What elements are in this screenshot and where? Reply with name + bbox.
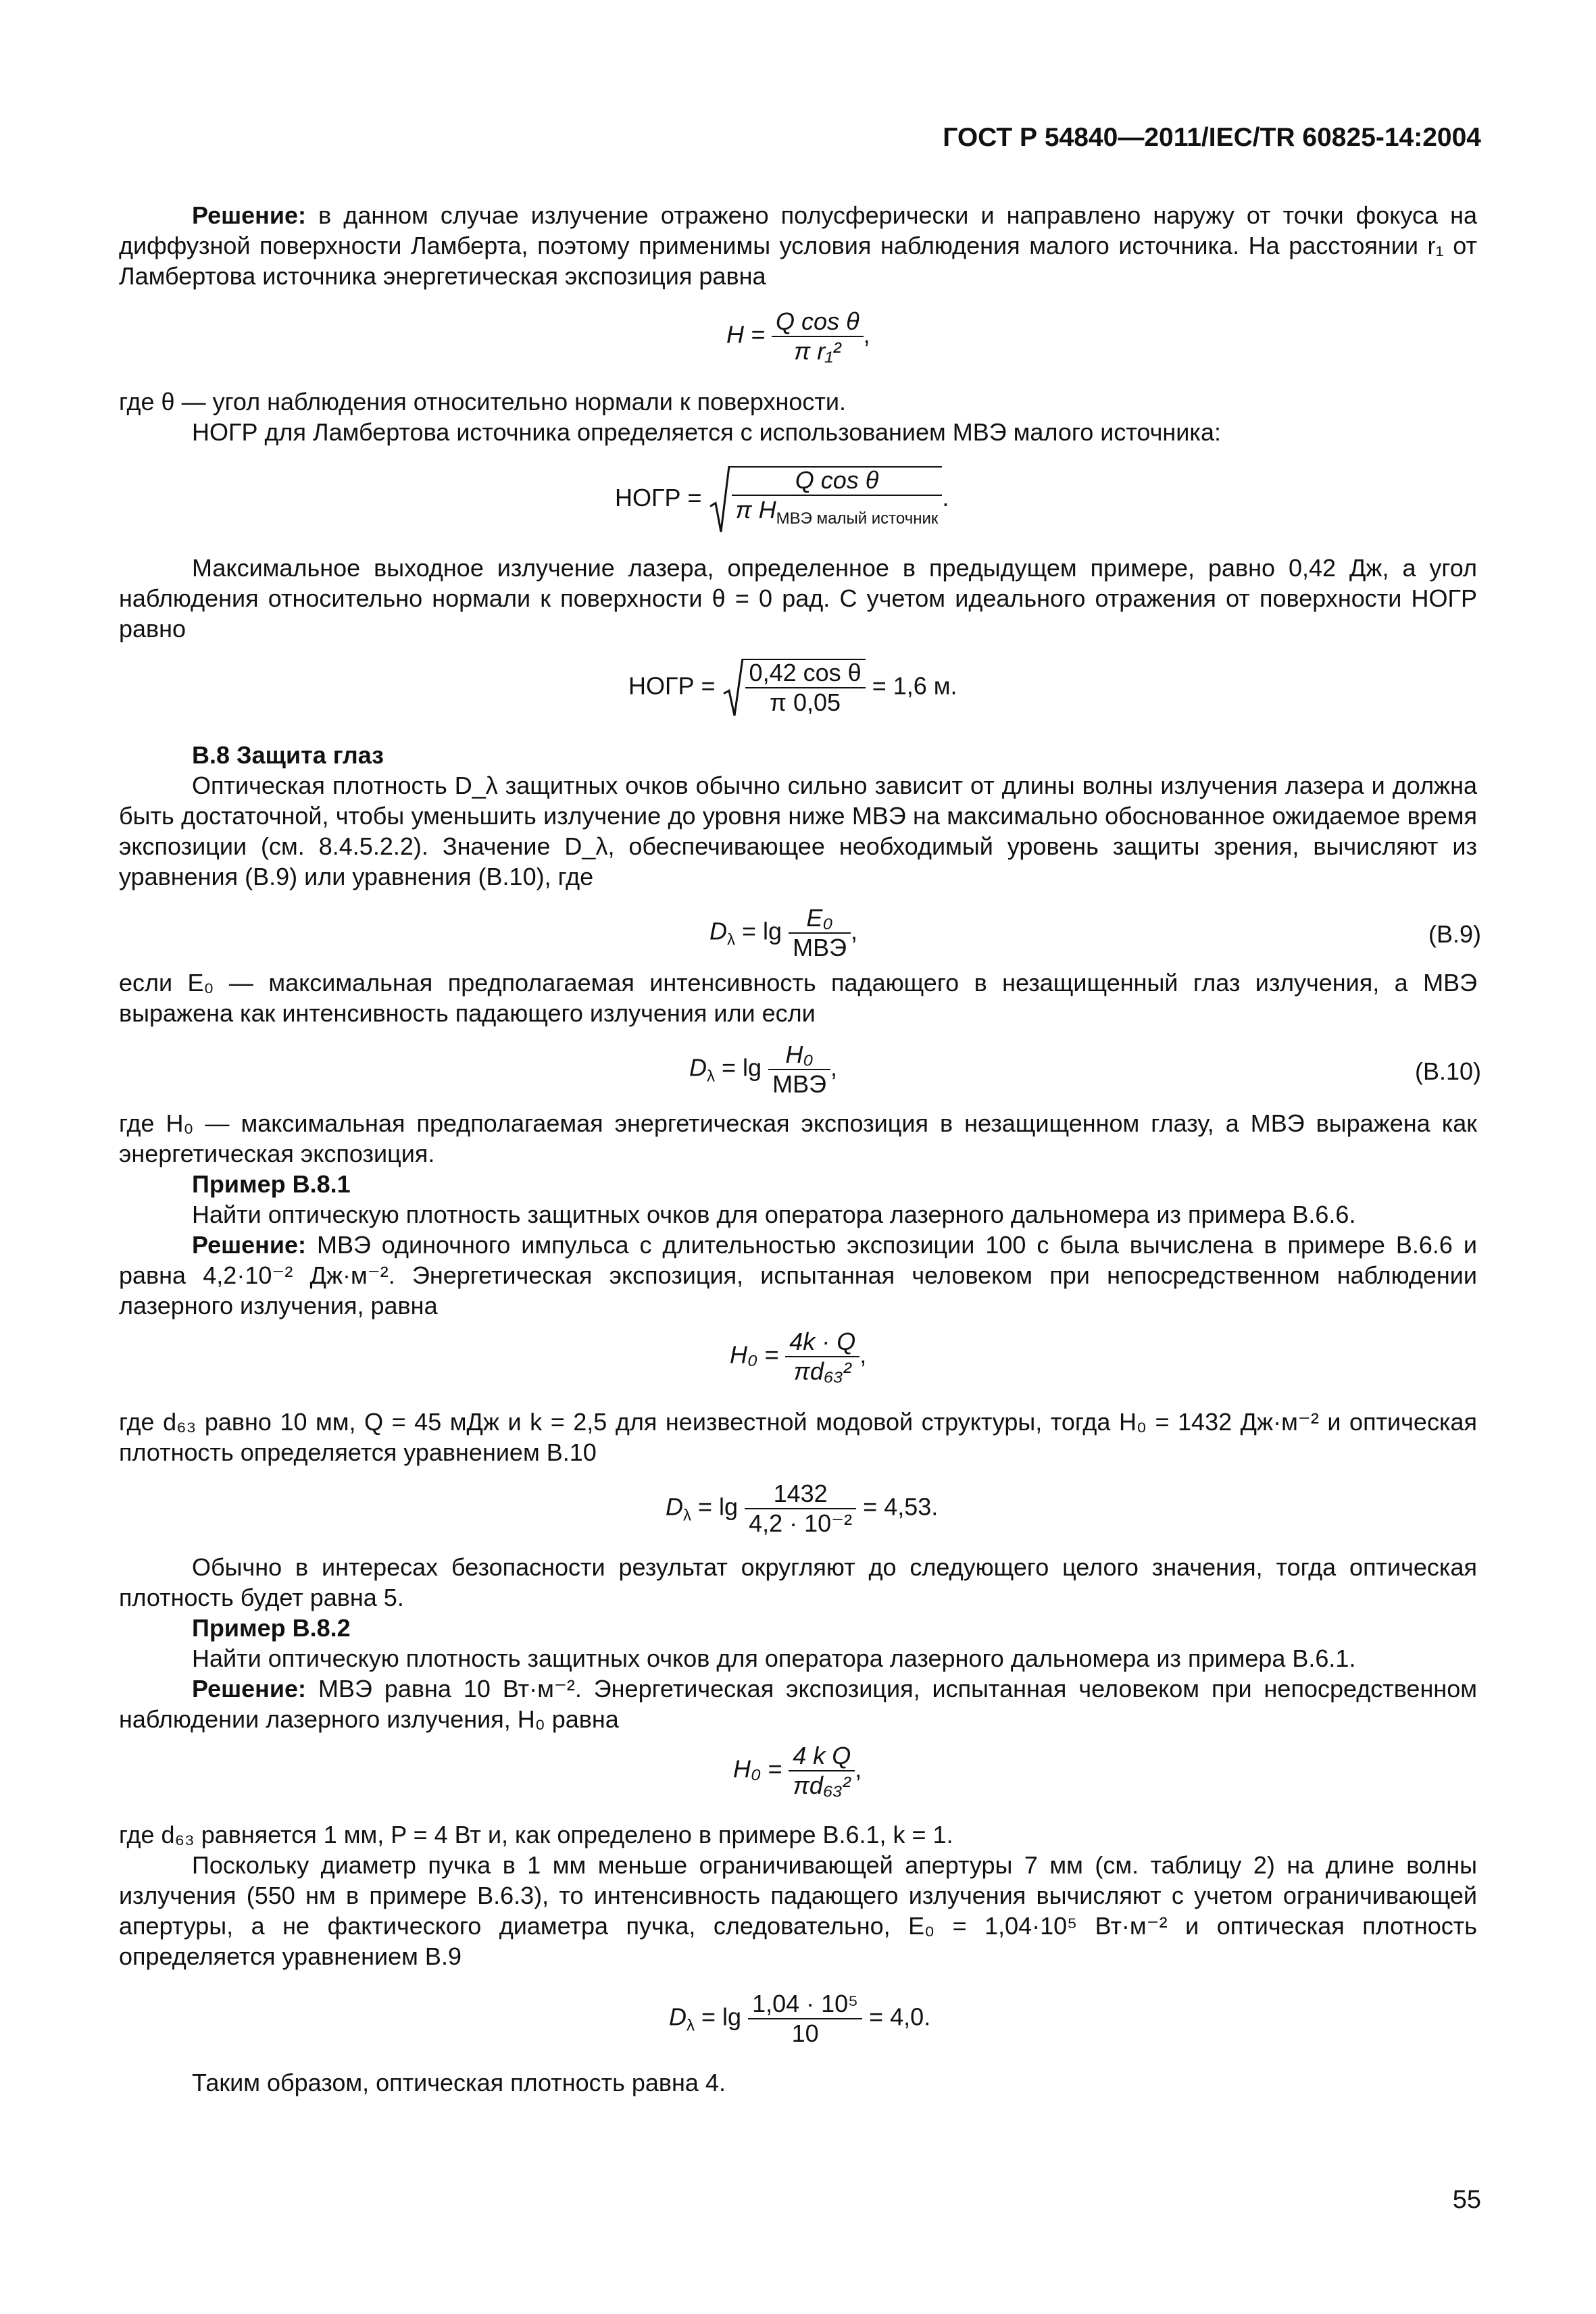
formula-h0-b82: [733, 1742, 862, 1800]
text-paragraph: Найти оптическую плотность защитных очков для оператора лазерного дальномера из примера В.6.1.: [192, 1644, 1356, 1672]
solution-label: Решение:: [192, 1231, 307, 1259]
sqrt-sign: [722, 659, 866, 717]
lhs-subscript: λ: [727, 930, 735, 949]
formula-lhs: D: [666, 1492, 683, 1521]
formula-fraction: [745, 1480, 856, 1538]
formula-numerator: H₀: [768, 1040, 830, 1070]
text-paragraph: если E₀ — максимальная предполагаемая интенсивность падающего в незащищенный глаз излучения, а МВЭ выражена как интенсивность падающего излучения или если: [119, 969, 1477, 1027]
formula-fraction: [789, 904, 851, 962]
radical-icon: [722, 659, 744, 717]
formula-operator: = lg: [701, 2003, 742, 2031]
formula-fraction: [748, 1990, 862, 2048]
formula-numerator: 1,04 · 10⁵: [748, 1990, 862, 2019]
formula-denominator: МВЭ: [772, 1070, 826, 1098]
formula-b9: [709, 904, 857, 962]
formula-result: = 4,53.: [863, 1492, 939, 1521]
formula-od-b81: [666, 1480, 938, 1538]
document-header: ГОСТ Р 54840—2011/IEC/TR 60825-14:2004: [943, 123, 1481, 152]
section-title: В.8 Защита глаз: [192, 741, 384, 769]
page-number: 55: [1452, 2186, 1481, 2214]
formula-tail: ,: [850, 917, 857, 945]
paragraph-solution-intro: [119, 200, 1477, 291]
formula-denominator: 4,2 · 10⁻²: [749, 1509, 853, 1537]
paragraph-conclusion: [119, 2067, 1477, 2098]
lhs-subscript: λ: [707, 1067, 715, 1086]
sqrt-sign: [709, 466, 943, 533]
text-paragraph: Оптическая плотность D_λ защитных очков обычно сильно зависит от длины волны излучения лазера и должна быть достаточной, чтобы уменьшить излучение до уровня ниже МВЭ на максимально обоснованное ожидаемое время экспозиции (см. 8.4.5.2.2). Значение D_λ, обеспечивающее необходимый уровень защиты зрения, вычисляют из уравнения (В.9) или уравнения (В.10), где: [119, 772, 1477, 890]
text-paragraph: Обычно в интересах безопасности результат округляют до следующего целого значения, тогда оптическая плотность будет равна 5.: [119, 1553, 1477, 1611]
paragraph-beam-diameter: [119, 1819, 1477, 1971]
formula-tail: ,: [830, 1053, 837, 1082]
formula-denominator: π r₁²: [794, 337, 841, 365]
formula-fraction: [789, 1742, 855, 1800]
example-b81: [119, 1108, 1477, 1321]
formula-numerator: 1432: [745, 1480, 856, 1509]
formula-operator: = lg: [722, 1053, 762, 1082]
formula-numerator: Q cos θ: [772, 307, 864, 337]
den-subscript: МВЭ малый источник: [776, 509, 939, 528]
formula-numerator: 0,42 cos θ: [745, 659, 866, 688]
text-paragraph: Таким образом, оптическая плотность равна 4.: [192, 2069, 726, 2096]
formula-b10: [689, 1040, 837, 1099]
formula-numerator: 4k · Q: [785, 1328, 859, 1357]
formula-lhs: H =: [726, 320, 766, 349]
formula-result: = 4,0.: [869, 2003, 931, 2031]
formula-lhs: D: [709, 917, 727, 945]
solution-label: Решение:: [192, 1675, 307, 1703]
den-main: π H: [735, 496, 776, 524]
section-eye-protection: [119, 740, 1477, 892]
formula-numerator: Q cos θ: [732, 466, 943, 496]
formula-fraction: [768, 1040, 830, 1099]
formula-denominator: πd₆₃²: [793, 1357, 851, 1385]
example-title: Пример В.8.1: [192, 1170, 351, 1198]
formula-tail: ,: [855, 1755, 862, 1783]
example-title: Пример В.8.2: [192, 1614, 351, 1642]
example-b82: [119, 1552, 1477, 1734]
formula-operator: = lg: [698, 1492, 739, 1521]
formula-tail: .: [942, 484, 949, 512]
formula-denominator: 10: [791, 2019, 819, 2047]
formula-lhs: H₀ =: [730, 1340, 779, 1369]
formula-tail: ,: [863, 320, 870, 349]
solution-label: Решение:: [192, 201, 307, 229]
formula-lhs: D: [689, 1053, 707, 1082]
formula-h0-b81: [730, 1328, 866, 1386]
formula-fraction: [785, 1328, 859, 1386]
formula-fraction: [745, 659, 866, 717]
equation-number: (В.9): [1428, 920, 1481, 948]
text-paragraph: где H₀ — максимальная предполагаемая энергетическая экспозиция в незащищенном глазу, а МВЭ выражена как энергетическая экспозиция.: [119, 1109, 1477, 1167]
solution-text: в данном случае излучение отражено полусферически и направлено наружу от точки фокуса на диффузной поверхности Ламберта, поэтому применимы условия наблюдения малого источника. На расстоянии r₁ от Ламбертова источника энергетическая экспозиция равна: [119, 201, 1477, 290]
paragraph-max-output: [119, 553, 1477, 644]
text-paragraph: Найти оптическую плотность защитных очков для оператора лазерного дальномера из примера В.6.6.: [192, 1201, 1356, 1228]
formula-lhs: НОГР =: [628, 672, 716, 700]
solution-text: МВЭ одиночного импульса с длительностью экспозиции 100 с была вычислена в примере В.6.6 и равна 4,2·10⁻² Дж·м⁻². Энергетическая экспозиция, испытанная человеком при непосредственном наблюдении лазерного излучения, равна: [119, 1231, 1477, 1319]
formula-lhs: НОГР =: [615, 484, 702, 512]
radical-icon: [709, 466, 730, 533]
formula-operator: = lg: [742, 917, 782, 945]
formula-fraction: [772, 307, 864, 366]
formula-exposure: [726, 307, 870, 366]
formula-lhs: D: [669, 2003, 687, 2031]
text-paragraph: где d₆₃ равняется 1 мм, P = 4 Вт и, как определено в примере В.6.1, k = 1.: [119, 1821, 953, 1848]
formula-od-b82: [669, 1990, 930, 2048]
formula-denominator: πd₆₃²: [793, 1771, 851, 1799]
formula-nohd-value: [628, 659, 957, 717]
text-paragraph: Максимальное выходное излучение лазера, определенное в предыдущем примере, равно 0,42 Дж, а угол наблюдения относительно нормали к поверхности θ = 0 рад. С учетом идеального отражения от поверхности НОГР равно: [119, 554, 1477, 643]
lhs-subscript: λ: [687, 2016, 695, 2035]
text-line: где θ — угол наблюдения относительно нормали к поверхности.: [119, 388, 847, 416]
formula-denominator: π 0,05: [770, 688, 841, 716]
paragraph-d63-10mm: [119, 1407, 1477, 1467]
formula-denominator: [732, 496, 943, 533]
text-line: НОГР для Ламбертова источника определяется с использованием МВЭ малого источника:: [192, 418, 1221, 446]
formula-tail: ,: [859, 1340, 867, 1369]
equation-number: (В.10): [1414, 1057, 1481, 1085]
text-paragraph: Поскольку диаметр пучка в 1 мм меньше ограничивающей апертуры 7 мм (см. таблицу 2) на длине волны излучения (550 нм в примере В.6.3), то интенсивность падающего излучения вычисляют с учетом ограничивающей апертуры, а не фактического диаметра пучка, следовательно, E₀ = 1,04·10⁵ Вт·м⁻² и оптическая плотность определяется уравнением В.9: [119, 1851, 1477, 1970]
formula-result: = 1,6 м.: [872, 672, 957, 700]
formula-numerator: E₀: [789, 904, 851, 934]
formula-numerator: 4 k Q: [789, 1742, 855, 1771]
solution-text: МВЭ равна 10 Вт·м⁻². Энергетическая экспозиция, испытанная человеком при непосредственном наблюдении лазерного излучения, H₀ равна: [119, 1675, 1477, 1733]
lhs-subscript: λ: [683, 1506, 691, 1525]
formula-nohd-lambert: [615, 466, 949, 533]
paragraph-angle-def: [119, 386, 1477, 447]
paragraph-e0-def: [119, 967, 1477, 1028]
formula-lhs: H₀ =: [733, 1755, 782, 1783]
formula-denominator: МВЭ: [793, 934, 847, 961]
formula-fraction: [732, 466, 943, 533]
text-paragraph: где d₆₃ равно 10 мм, Q = 45 мДж и k = 2,5 для неизвестной модовой структуры, тогда H₀ = 1432 Дж·м⁻² и оптическая плотность определяется уравнением В.10: [119, 1408, 1477, 1466]
